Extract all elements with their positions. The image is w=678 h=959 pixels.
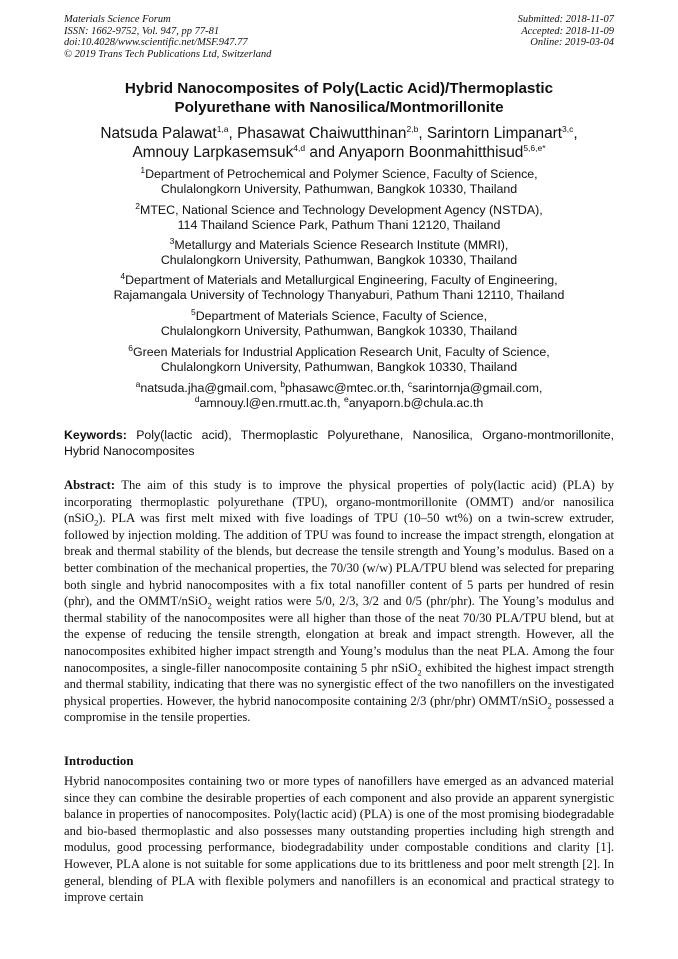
paper-title <box>64 80 614 117</box>
email-link[interactable]: natsuda.jha@gmail.com, <box>140 381 281 395</box>
email-link[interactable]: amnouy.l@en.rmutt.ac.th, <box>199 396 345 411</box>
affiliation-2: $^2$MTEC, National Science and Technology Development Agency (NSTDA), 114 Thailand Science Park, Pathum Thani 12120, Thailand <box>135 200 543 233</box>
keywords-label: Keywords: <box>64 428 127 442</box>
abstract-label: Abstract: <box>64 478 116 492</box>
journal-info <box>64 14 271 60</box>
affiliation-6: $^6$Green Materials for Industrial Application Research Unit, Faculty of Science, Chulalongkorn University, Pathumwan, Bangkok 10330, Thailand <box>128 342 550 375</box>
author-affiliation-mark: 4,d <box>293 142 306 153</box>
affiliation-3: $^3$Metallurgy and Materials Science Research Institute (MMRI), Chulalongkorn University, Pathumwan, Bangkok 10330, Thailand <box>160 235 518 268</box>
online-date: Online: 2019-03-04 <box>530 37 614 49</box>
copyright-line: © 2019 Trans Tech Publications Ltd, Switzerland <box>64 48 272 60</box>
journal-name: Materials Science Forum <box>64 14 171 25</box>
issn-line: ISSN: 1662-9752, Vol. 947, pp 77-81 <box>64 25 220 37</box>
email-list: $^a$natsuda.jha@gmail.com, $^b$phasawc@mtec.or.th, $^c$sarintornja@gmail.com, $^d$amnouy.l@en.rmutt.ac.th, $^e$anyaporn.b@chula.ac.th <box>135 378 543 411</box>
introduction-text: Hybrid nanocomposites containing two or more types of nanofillers have emerged as an advanced material since they can combine the desirable properties of each component and also provide an apparent synergistic balance in properties of nanocomposites. Poly(lactic acid) (PLA) is one of the most promising biodegradable and bio-based thermoplastic and also possesses many outstanding properties including high strength and modulus, good processing performance, biodegradability under compostable conditions and clarity [1]. However, PLA alone is not suitable for some applications due to its brittleness and poor melt strength [2]. In general, blending of PLA with flexible polymers and nanofillers is an economical and practical strategy to improve certain <box>64 774 614 905</box>
keywords-text: Poly(lactic acid), Thermoplastic Polyurethane, Nanosilica, Organo-montmorillonite, Hybrid Nanocomposites <box>64 428 614 458</box>
submitted-date: Submitted: 2018-11-07 <box>517 14 614 25</box>
introduction-heading: Introduction <box>64 754 134 768</box>
title-line-2: Polyurethane with Nanosilica/Montmorillonite <box>174 98 504 116</box>
affiliation-1: $^1$Department of Petrochemical and Polymer Science, Faculty of Science, Chulalongkorn University, Pathumwan, Bangkok 10330, Thailand <box>140 164 538 197</box>
email-link[interactable]: anyaporn.b@chula.ac.th <box>348 396 484 411</box>
author-name: Sarintorn Limpanart <box>426 125 563 142</box>
affiliation-5: $^5$Department of Materials Science, Faculty of Science, Chulalongkorn University, Pathumwan, Bangkok 10330, Thailand <box>160 306 518 339</box>
doi-line: doi:10.4028/www.scientific.net/MSF.947.77 <box>64 37 248 49</box>
author-list <box>64 124 614 162</box>
keywords-section <box>64 428 614 459</box>
author-affiliation-mark: 2,b <box>406 123 419 134</box>
author-affiliation-mark: 1,a <box>216 123 229 134</box>
email-link[interactable]: sarintornja@gmail.com, <box>412 381 543 395</box>
accepted-date: Accepted: 2018-11-09 <box>521 25 614 37</box>
affiliation-4: $^4$Department of Materials and Metallurgical Engineering, Faculty of Engineering, Rajamangala University of Technology Thanyaburi, Pathum Thani 12110, Thailand <box>113 270 565 303</box>
email-link[interactable]: phasawc@mtec.or.th, <box>285 381 408 395</box>
author-name: Phasawat Chaiwutthinan <box>237 125 407 142</box>
authors-line-2: Amnouy Larpkasemsuk$^{4,d}$ and Anyaporn Boonmahitthisud$^{5,6,e*}$ <box>132 142 546 161</box>
title-line-1: Hybrid Nanocomposites of Poly(Lactic Acid)/Thermoplastic <box>124 80 554 97</box>
publication-dates <box>518 14 614 49</box>
page-header <box>64 14 614 68</box>
author-name: Natsuda Palawat <box>100 125 217 142</box>
author-affiliation-mark: 3,c <box>562 123 574 134</box>
authors-line-1: Natsuda Palawat$^{1,a}$, Phasawat Chaiwutthinan$^{2,b}$, Sarintorn Limpanart$^{3,c}$, <box>100 123 578 142</box>
author-name: Amnouy Larpkasemsuk <box>132 144 294 161</box>
abstract-section: Abstract: The aim of this study is to improve the physical properties of poly(lactic acid) (PLA) by incorporating thermoplastic polyurethane (TPU), organo-montmorillonite (OMMT) and/or nanosilica (nSiO$_2$). PLA was first melt mixed with five loadings of TPU (10–50 wt%) on a twin-screw extruder, followed by injection molding. The addition of TPU was found to increase the impact strength, elongation at break and thermal stability of the blends, but decrease the tensile strength and Young’s modulus. Based on a better combination of the mechanical properties, the 70/30 (w/w) PLA/TPU blend was selected for preparing both single and hybrid nanocomposites with a fix total nanofiller content of 5 parts per hundred of resin (phr), and the OMMT/nSiO$_2$ weight ratios were 5/0, 2/3, 3/2 and 0/5 (phr/phr). The Young’s modulus and thermal stability of the nanocomposites were all higher than those of the neat 70/30 PLA/TPU blend, but at the expense of reducing the tensile strength, elongation at break and impact strength. However, all the nanocomposites exhibited higher impact strength and Young’s modulus than the neat PLA. Among the four nanocomposites, a single-filler nanocomposite containing 5 phr nSiO$_2$ exhibited the highest impact strength and thermal stability, indicating that there was no synergistic effect of the two nanofillers on the investigated physical properties. However, the hybrid nanocomposite containing 2/3 (phr/phr) OMMT/nSiO$_2$ possessed a compromise in the tensile properties. <box>64 478 615 725</box>
author-affiliation-mark: 5,6,e* <box>523 142 546 153</box>
author-name: Anyaporn Boonmahitthisud <box>338 144 524 161</box>
